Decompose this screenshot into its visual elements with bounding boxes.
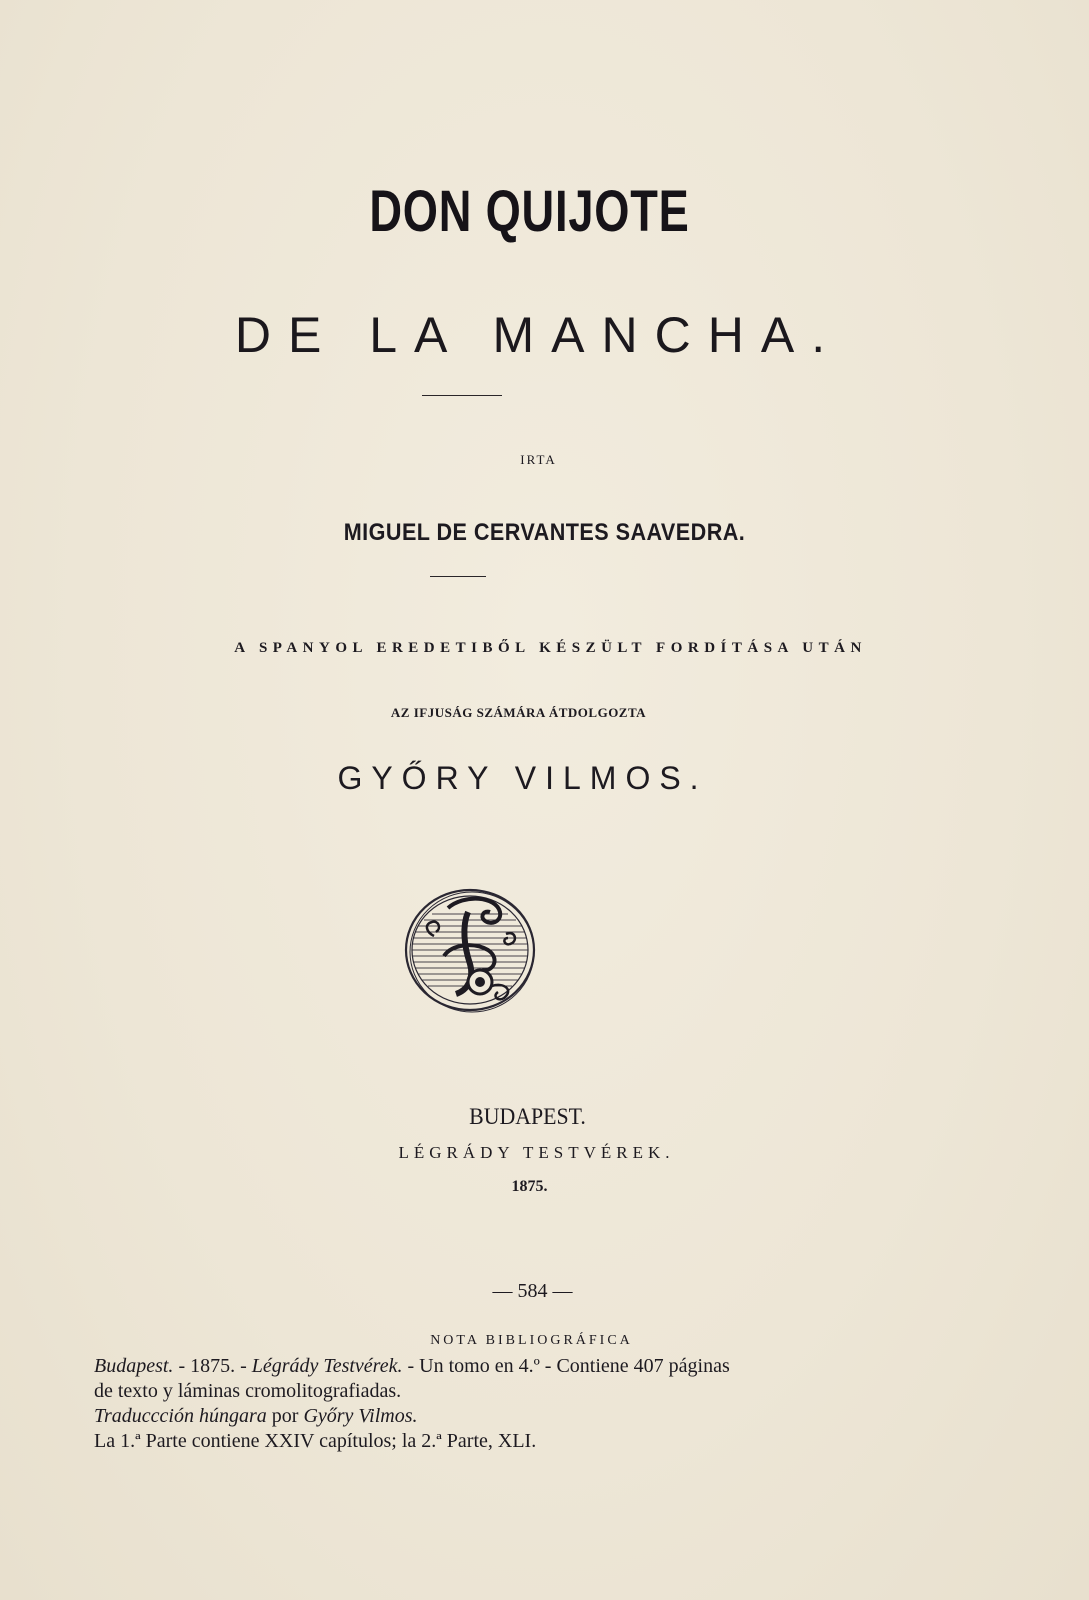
biblio-translation-italic: Traduccción húngara <box>94 1405 267 1427</box>
page-number: — 584 — <box>492 1280 573 1302</box>
bibliographic-note <box>94 1354 894 1454</box>
adapter-name: GYŐRY VILMOS. <box>337 760 708 796</box>
biblio-translator-italic: Győry Vilmos. <box>303 1405 418 1427</box>
biblio-format-text: - Un tomo en 4.º - Contiene 407 páginas <box>402 1355 730 1377</box>
biblio-publisher-italic: Légrády Testvérek. <box>251 1355 403 1377</box>
imprint-publisher: LÉGRÁDY TESTVÉREK. <box>398 1143 675 1162</box>
imprint-city: BUDAPEST. <box>469 1104 586 1129</box>
byline-label: IRTA <box>520 452 557 467</box>
biblio-line-4: La 1.ª Parte contiene XXIV capítulos; la 2.ª Parte, XLI. <box>94 1430 537 1452</box>
author-name: MIGUEL DE CERVANTES SAAVEDRA. <box>343 519 746 546</box>
biblio-por-text: por <box>266 1405 304 1427</box>
nota-heading: NOTA BIBLIOGRÁFICA <box>430 1333 633 1348</box>
translation-note: A SPANYOL EREDETIBŐL KÉSZÜLT FORDÍTÁSA UTÁN <box>234 640 867 656</box>
biblio-line-1 <box>94 1354 894 1379</box>
book-title: DON QUIJOTE <box>369 179 690 244</box>
adaptation-note: AZ IFJUSÁG SZÁMÁRA ÁTDOLGOZTA <box>390 705 647 720</box>
biblio-line-2: de texto y láminas cromolitografiadas. <box>94 1380 402 1402</box>
divider-rule-1 <box>422 395 502 396</box>
publisher-monogram-seal-icon <box>404 886 540 1018</box>
divider-rule-2 <box>430 576 486 577</box>
biblio-line-3 <box>94 1404 894 1429</box>
imprint-year: 1875. <box>511 1178 548 1195</box>
biblio-city-italic: Budapest. <box>94 1355 174 1377</box>
biblio-year-text: - 1875. - <box>173 1355 252 1377</box>
book-subtitle: DE LA MANCHA. <box>234 307 843 363</box>
